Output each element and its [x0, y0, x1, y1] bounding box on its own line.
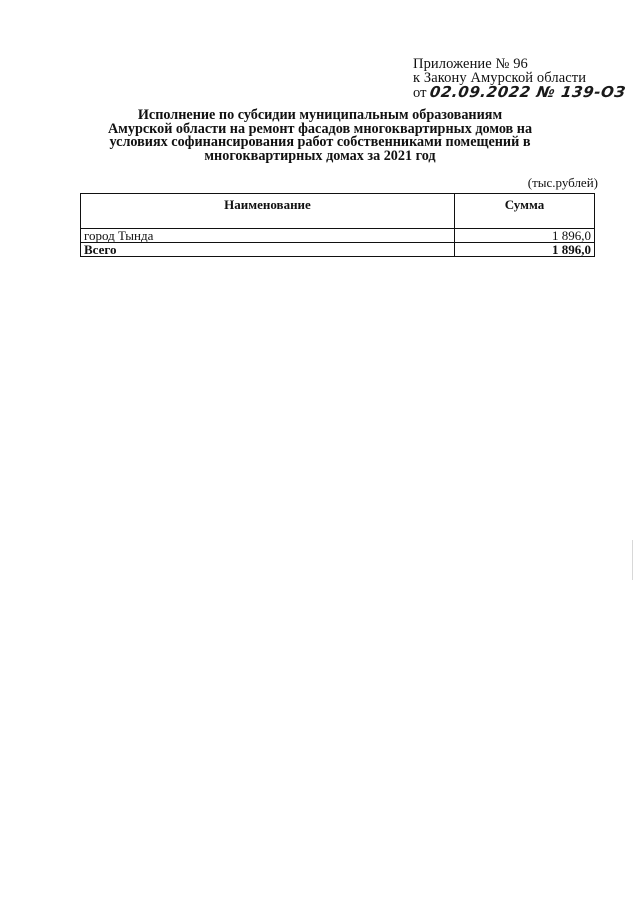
appendix-header [413, 57, 626, 100]
appendix-date-prefix: от [413, 85, 427, 101]
total-name: Всего [81, 243, 455, 257]
header-sum: Сумма [455, 194, 595, 229]
table-row [81, 229, 595, 243]
title-line-4: многоквартирных домах за 2021 год [204, 147, 436, 164]
appendix-date-line [413, 85, 626, 100]
appendix-law-reference: к Закону Амурской области [413, 70, 587, 86]
title-line-3: условиях софинансирования работ собственниками помещений в [109, 134, 531, 150]
table-total-row [81, 243, 595, 257]
scan-edge-mark [632, 540, 633, 580]
units-label: (тыс.рублей) [527, 175, 598, 190]
handwritten-date-number: 02.09.2022 № 139-ОЗ [429, 83, 628, 101]
row-sum: 1 896,0 [455, 229, 595, 243]
subsidy-table [80, 193, 595, 257]
title-line-2: Амурской области на ремонт фасадов многоквартирных домов на [107, 120, 533, 137]
row-name: город Тында [81, 229, 455, 243]
table-header-row [81, 194, 595, 229]
total-sum: 1 896,0 [455, 243, 595, 257]
title-line-1: Исполнение по субсидии муниципальным образованиям [137, 107, 503, 123]
document-title [60, 109, 580, 163]
header-name: Наименование [81, 194, 455, 229]
appendix-number: Приложение № 96 [413, 56, 528, 72]
